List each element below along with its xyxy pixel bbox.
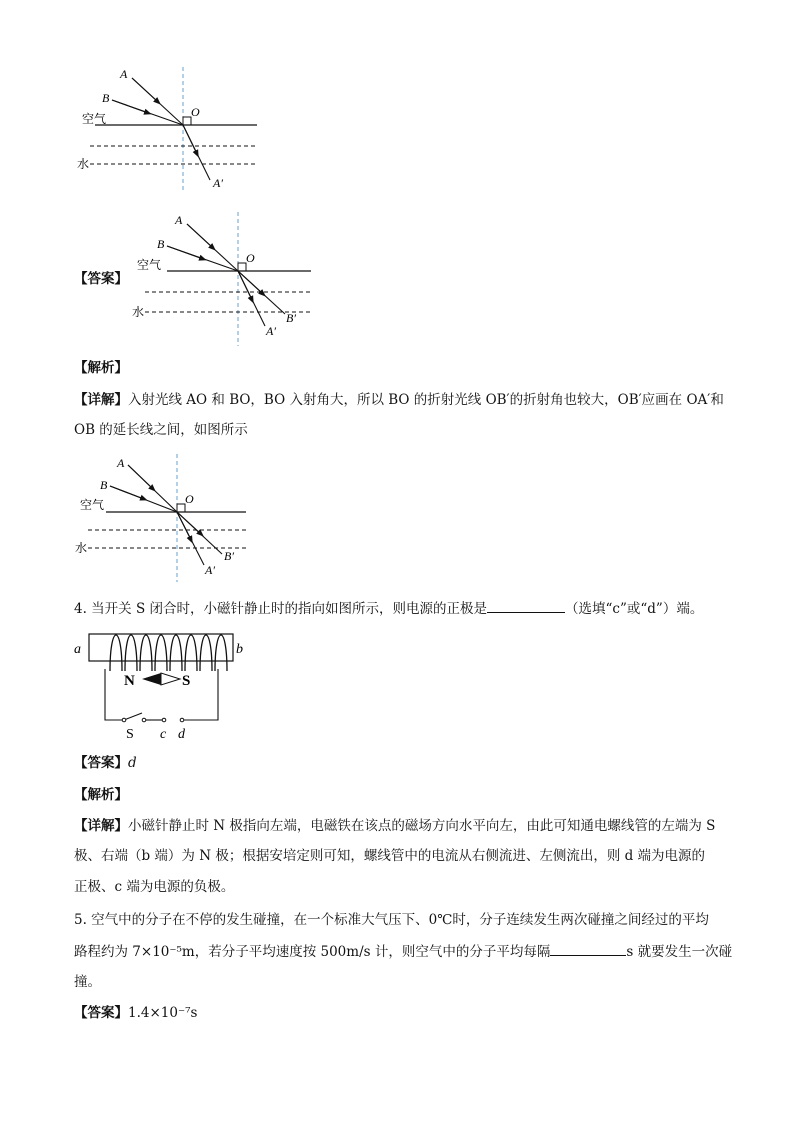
label-a-prime: A′ — [213, 176, 223, 190]
needle-n-pole: N — [124, 673, 135, 689]
q4-detail-line-3: 正极、c 端为电源的负极。 — [74, 879, 235, 895]
label-b: B — [102, 91, 110, 105]
q3-analysis-tag: 【解析】 — [74, 360, 128, 376]
label-air: 空气 — [137, 258, 162, 272]
q4-stem-text: 4. 当开关 S 闭合时，小磁针静止时的指向如图所示，则电源的正极是 — [74, 601, 488, 617]
q3-detail-line-2: OB 的延长线之间，如图所示 — [74, 422, 248, 438]
label-b: B — [100, 478, 108, 492]
q3-detail-line-1 — [74, 390, 724, 410]
q4-detail-tag: 【详解】 — [74, 818, 128, 834]
q4-answer — [74, 753, 137, 773]
q4-detail-line-2: 极、右端（b 端）为 N 极；根据安培定则可知，螺线管中的电流从右侧流进、左侧流出，则 d 端为电源的 — [74, 848, 706, 864]
label-a-prime: A′ — [266, 324, 276, 338]
switch-label: S — [126, 727, 134, 742]
q5-stem-line-3: 撞。 — [74, 974, 101, 990]
q4-stem — [74, 598, 703, 619]
q4-answer-blank[interactable] — [487, 598, 565, 613]
label-a: A — [175, 213, 183, 227]
solenoid-end-a: a — [74, 642, 81, 657]
terminal-d-label: d — [178, 727, 185, 742]
label-b-prime: B′ — [286, 311, 296, 325]
q5-answer — [74, 1003, 197, 1023]
q5-stem-suffix: s 就要发生一次碰 — [626, 944, 733, 960]
q4-analysis-tag: 【解析】 — [74, 787, 128, 803]
q3-detail-text-1: 入射光线 AO 和 BO，BO 入射角大，所以 BO 的折射光线 OB′的折射角也较大，OB′应画在 OA′和 — [128, 392, 724, 408]
q5-answer-value: 1.4×10⁻⁷s — [128, 1005, 198, 1021]
q3-detail-tag: 【详解】 — [74, 392, 128, 408]
q4-answer-tag: 【答案】 — [74, 755, 128, 771]
q5-answer-tag: 【答案】 — [74, 1005, 128, 1021]
label-o: O — [191, 105, 200, 119]
label-b: B — [157, 237, 165, 251]
label-a-prime: A′ — [205, 563, 215, 577]
label-a: A — [120, 67, 128, 81]
q5-stem-line-2 — [74, 941, 732, 962]
label-o: O — [185, 492, 194, 506]
q3-answer-tag: 【答案】 — [74, 271, 128, 287]
refraction-figure-explanation — [70, 452, 260, 584]
refraction-figure-question — [70, 62, 270, 192]
refraction-figure-answer — [125, 208, 320, 348]
q4-answer-value: d — [128, 755, 137, 771]
label-water: 水 — [75, 541, 88, 555]
q4-detail-line-1 — [74, 816, 715, 836]
q5-stem-text: 路程约为 7×10⁻⁵m，若分子平均速度按 500m/s 计，则空气中的分子平均每隔 — [74, 944, 551, 960]
label-air: 空气 — [82, 112, 107, 126]
q4-detail-text-1: 小磁针静止时 N 极指向左端，电磁铁在该点的磁场方向水平向左，由此可知通电螺线管的左端为 S — [128, 818, 716, 834]
q5-stem-line-1: 5. 空气中的分子在不停的发生碰撞，在一个标准大气压下、0℃时，分子连续发生两次碰撞之间经过的平均 — [74, 912, 709, 928]
label-air: 空气 — [80, 498, 105, 512]
solenoid-circuit-figure — [72, 625, 252, 743]
label-b-prime: B′ — [224, 549, 234, 563]
label-water: 水 — [132, 305, 145, 319]
label-water: 水 — [77, 157, 90, 171]
label-o: O — [246, 251, 255, 265]
terminal-c-label: c — [160, 727, 167, 742]
needle-s-pole: S — [182, 673, 191, 689]
q4-stem-suffix: （选填“c”或“d”）端。 — [565, 601, 704, 617]
label-a: A — [117, 456, 125, 470]
solenoid-end-b: b — [236, 642, 243, 657]
q5-answer-blank[interactable] — [550, 941, 626, 956]
